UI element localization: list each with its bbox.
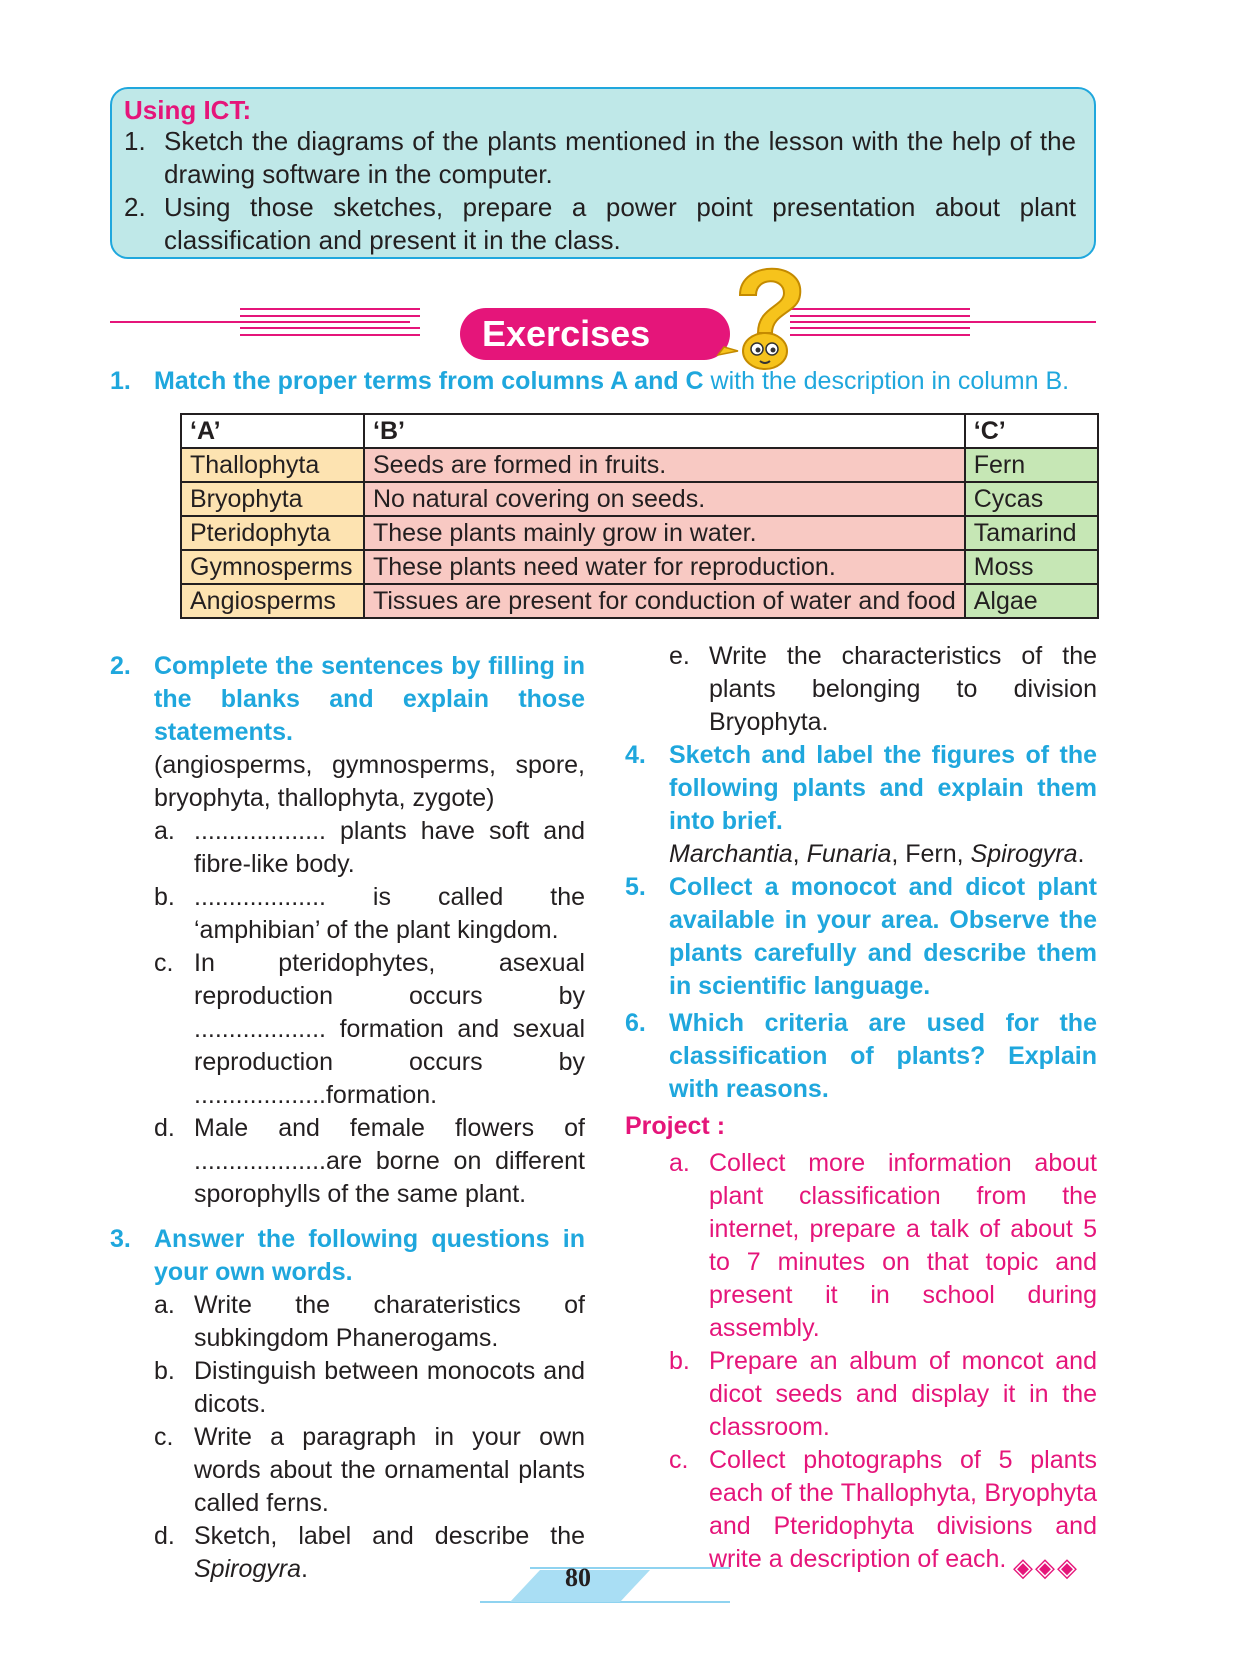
table-cell: Pteridophyta bbox=[181, 516, 364, 550]
exercises-heading bbox=[110, 305, 1096, 365]
divider bbox=[790, 321, 1096, 323]
question-5-title: Collect a monocot and dicot plant available in your area. Observe the plants carefully and describe them in scientific language. bbox=[669, 873, 1097, 1000]
question-3-items bbox=[154, 1289, 585, 1586]
question-6 bbox=[625, 1007, 1097, 1106]
project-title: Project : bbox=[625, 1112, 726, 1140]
divider bbox=[240, 315, 420, 317]
list-item: a. Collect more information about plant classification from the internet, prepare a talk of about 5 to 7 minutes on that topic and present it in school during assembly. bbox=[669, 1149, 1097, 1342]
question-mark-mascot-icon bbox=[710, 255, 820, 375]
question-6-title: Which criteria are used for the classification of plants? Explain with reasons. bbox=[669, 1009, 1097, 1103]
list-item: c. Collect photographs of 5 plants each of the Thallophyta, Bryophyta and Pteridophyta divisions and write a description of each. bbox=[669, 1446, 1097, 1573]
page-number-tab-icon bbox=[480, 1565, 730, 1607]
ict-item bbox=[124, 191, 1076, 257]
table-cell: These plants mainly grow in water. bbox=[364, 516, 965, 550]
table-cell: Cycas bbox=[965, 482, 1098, 516]
list-item: a. ................... plants have soft and fibre-like body. bbox=[154, 817, 585, 878]
ict-item-text: Sketch the diagrams of the plants mentioned in the lesson with the help of the drawing software in the computer. bbox=[164, 126, 1076, 189]
table-cell: Seeds are formed in fruits. bbox=[364, 448, 965, 482]
list-item: b. Prepare an album of moncot and dicot seeds and display it in the classroom. bbox=[669, 1347, 1097, 1441]
question-number: 4. bbox=[625, 741, 646, 769]
question-number: 2. bbox=[110, 652, 131, 680]
question-number: 6. bbox=[625, 1009, 646, 1037]
question-4-title: Sketch and label the figures of the following plants and explain them into brief. bbox=[669, 741, 1097, 835]
ict-item-text: Using those sketches, prepare a power point presentation about plant classification and present it in the class. bbox=[164, 192, 1076, 255]
question-2-items bbox=[154, 815, 585, 1211]
table-cell: Gymnosperms bbox=[181, 550, 364, 584]
right-column bbox=[625, 640, 1097, 1576]
ict-item bbox=[124, 125, 1076, 191]
list-item: a. Write the charateristics of subkingdom Phanerogams. bbox=[154, 1291, 585, 1352]
table-cell: No natural covering on seeds. bbox=[364, 482, 965, 516]
question-4 bbox=[625, 739, 1097, 838]
column-header-b: ‘B’ bbox=[364, 414, 965, 448]
column-header-c: ‘C’ bbox=[965, 414, 1098, 448]
project-items bbox=[669, 1147, 1097, 1576]
list-item: b. Distinguish between monocots and dicots. bbox=[154, 1357, 585, 1418]
table-row bbox=[181, 448, 1098, 482]
table-cell: Moss bbox=[965, 550, 1098, 584]
ict-title: Using ICT: bbox=[124, 95, 252, 125]
question-2-title: Complete the sentences by filling in the blanks and explain those statements. bbox=[154, 652, 585, 746]
word-options: (angiosperms, gymnosperms, spore, bryophyta, thallophyta, zygote) bbox=[154, 751, 585, 812]
question-number: 5. bbox=[625, 873, 646, 901]
question-1 bbox=[110, 365, 1096, 398]
page-number: 80 bbox=[565, 1563, 591, 1592]
question-2 bbox=[110, 650, 585, 749]
list-item: c. In pteridophytes, asexual reproduction occurs by ................... formation and sexual reproduction occurs by ...................formation. bbox=[154, 949, 585, 1109]
table-cell: Tamarind bbox=[965, 516, 1098, 550]
table-cell: Fern bbox=[965, 448, 1098, 482]
match-table bbox=[180, 413, 1099, 619]
table-row bbox=[181, 482, 1098, 516]
divider bbox=[110, 321, 410, 323]
question-number: 1. bbox=[110, 367, 131, 395]
ict-box bbox=[110, 87, 1096, 259]
exercises-title: Exercises bbox=[460, 308, 730, 360]
table-row bbox=[181, 584, 1098, 618]
question-5 bbox=[625, 871, 1097, 1003]
list-item: d. Sketch, label and describe the Spirogyra. bbox=[154, 1522, 585, 1583]
divider bbox=[240, 334, 420, 336]
divider bbox=[240, 308, 420, 310]
question-1-title: Match the proper terms from columns A and C bbox=[154, 367, 704, 395]
list-item: c. Write a paragraph in your own words about the ornamental plants called ferns. bbox=[154, 1423, 585, 1517]
table-cell: Thallophyta bbox=[181, 448, 364, 482]
ict-item-number: 2. bbox=[124, 192, 146, 222]
column-header-a: ‘A’ bbox=[181, 414, 364, 448]
question-3-title: Answer the following questions in your own words. bbox=[154, 1225, 585, 1286]
list-item: b. ................... is called the ‘amphibian’ of the plant kingdom. bbox=[154, 883, 585, 944]
divider bbox=[240, 327, 420, 329]
list-item: e. Write the characteristics of the plants belonging to division Bryophyta. bbox=[669, 642, 1097, 736]
table-row bbox=[181, 516, 1098, 550]
table-cell: Bryophyta bbox=[181, 482, 364, 516]
table-cell: Angiosperms bbox=[181, 584, 364, 618]
table-cell: These plants need water for reproduction. bbox=[364, 550, 965, 584]
plant-list: Marchantia, Funaria, Fern, Spirogyra. bbox=[669, 840, 1085, 868]
question-3 bbox=[110, 1223, 585, 1289]
table-row bbox=[181, 550, 1098, 584]
question-1-rest: with the description in column B. bbox=[703, 367, 1070, 395]
ict-item-number: 1. bbox=[124, 126, 146, 156]
table-cell: Tissues are present for conduction of water and food bbox=[364, 584, 965, 618]
table-header-row bbox=[181, 414, 1098, 448]
list-item: d. Male and female flowers of ...................are borne on different sporophylls of the same plant. bbox=[154, 1114, 585, 1208]
end-ornament-icon: ◈◈◈ bbox=[1013, 1552, 1079, 1582]
table-cell: Algae bbox=[965, 584, 1098, 618]
ict-list bbox=[124, 125, 1076, 257]
question-number: 3. bbox=[110, 1225, 131, 1253]
left-column bbox=[110, 650, 585, 1586]
